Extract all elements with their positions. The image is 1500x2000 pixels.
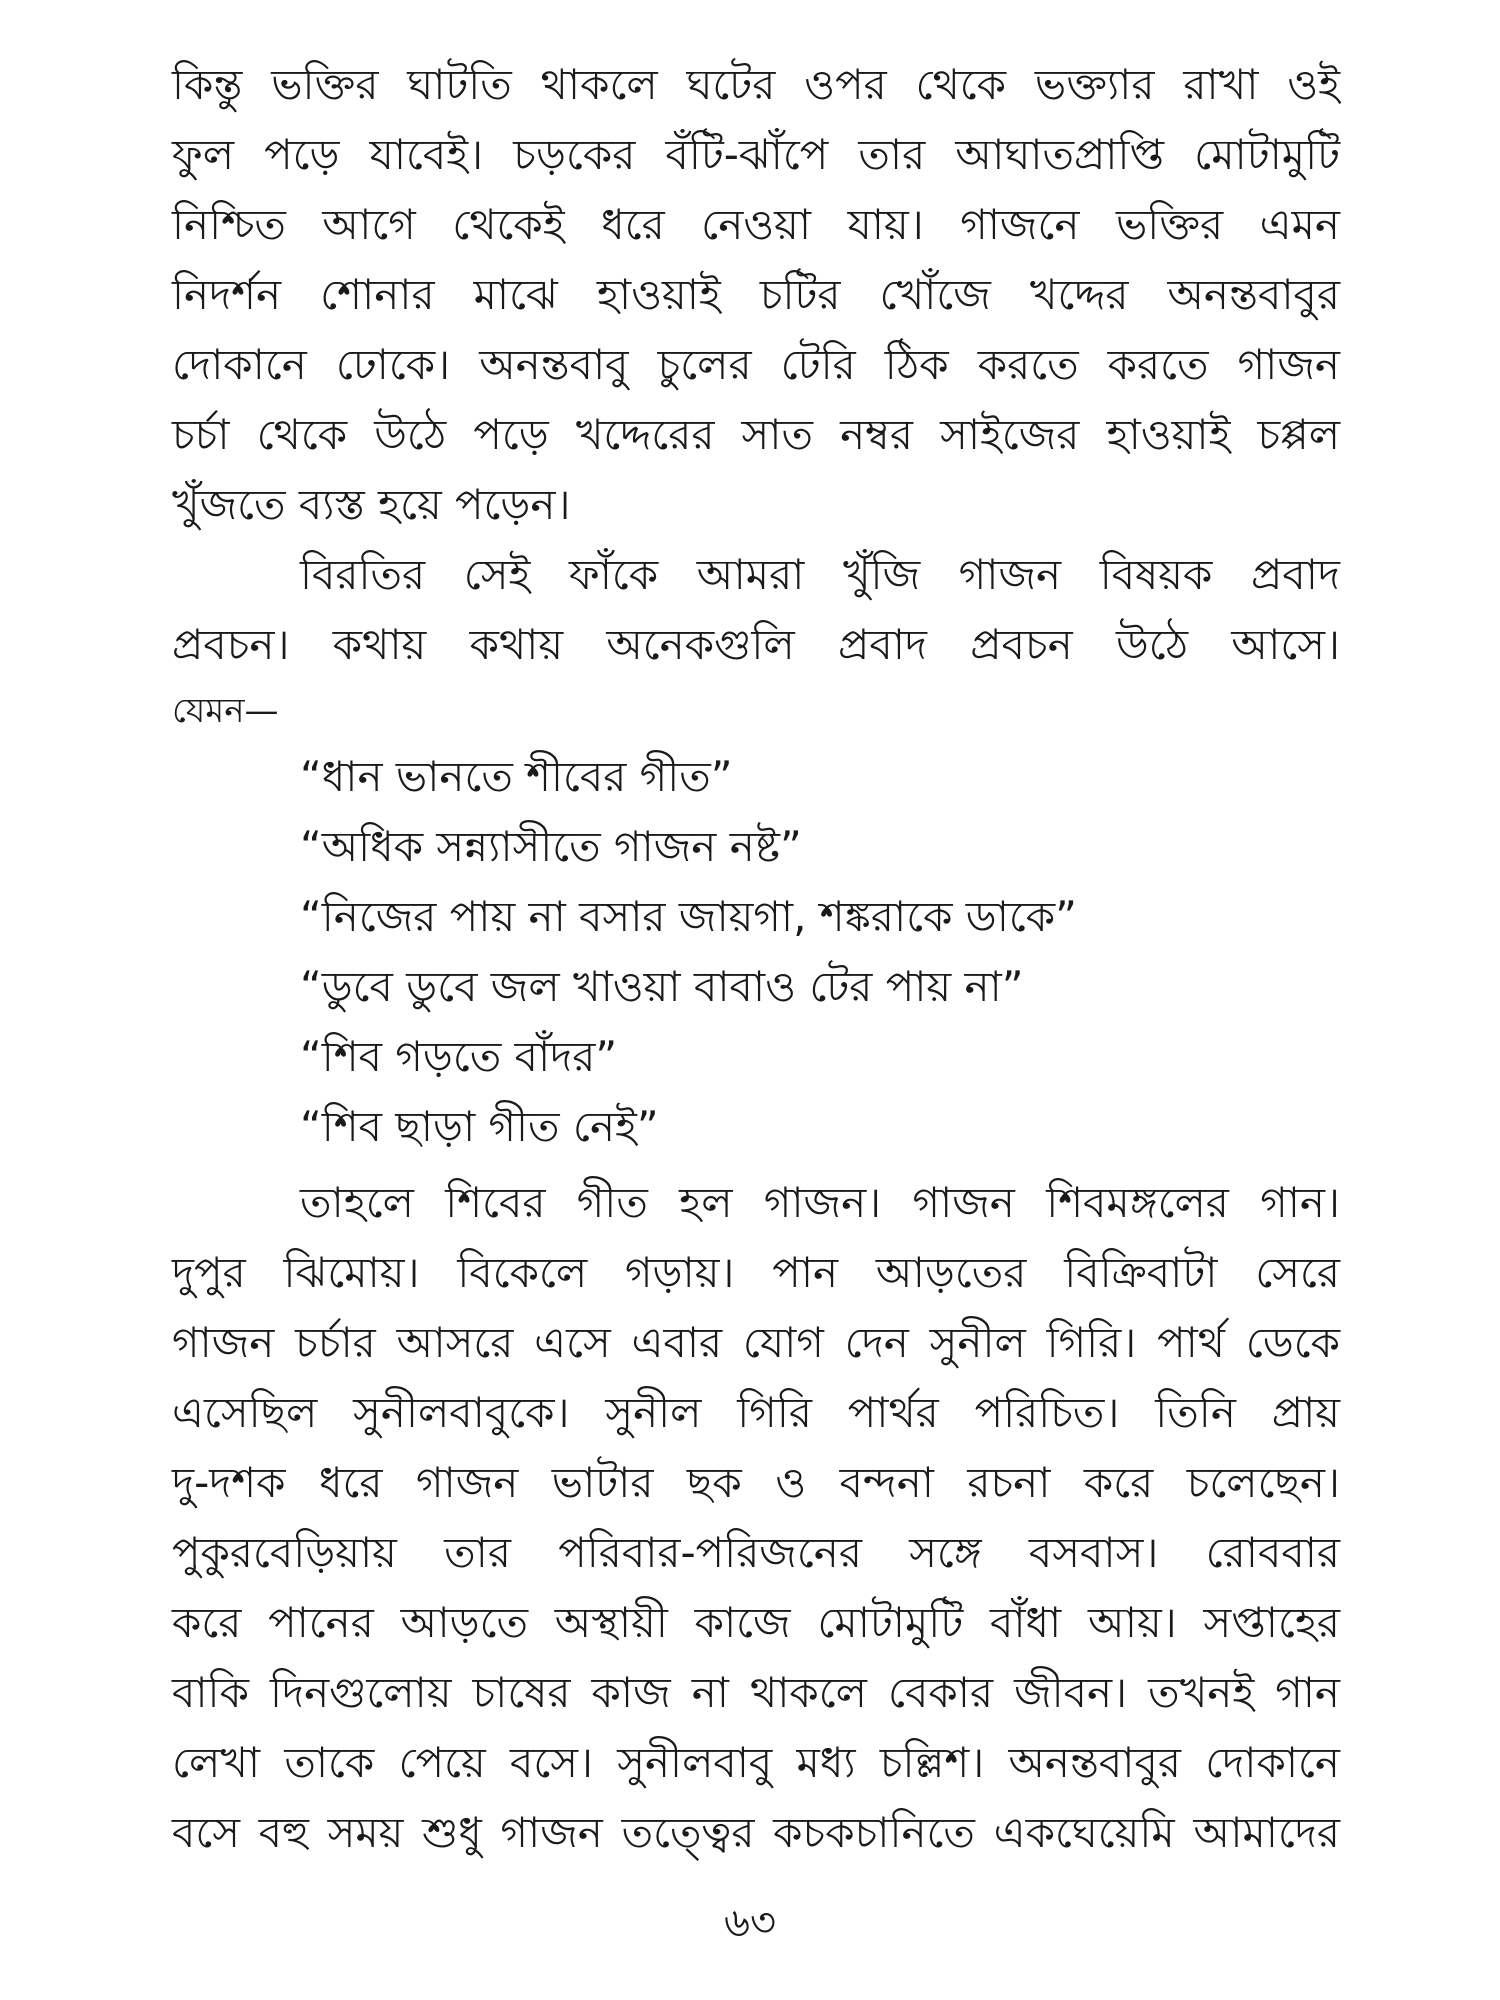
paragraph-line: দোকানে ঢোকে। অনন্তবাবু চুলের টেরি ঠিক করতে করতে গাজন	[172, 340, 1340, 389]
paragraph-line: কিন্তু ভক্তির ঘাটতি থাকলে ঘটের ওপর থেকে ভক্ত্যার রাখা ওই	[172, 60, 1340, 109]
paragraph-2	[172, 610, 1340, 680]
paragraph-line: গাজন চর্চার আসরে এসে এবার যোগ দেন সুনীল গিরি। পার্থ ডেকে	[172, 1318, 1340, 1367]
paragraph-line: নিদর্শন শোনার মাঝে হাওয়াই চটির খোঁজে খদ্দের অনন্তবাবুর	[172, 270, 1340, 319]
proverb: “অধিক সন্ন্যাসীতে গাজন নষ্ট”	[300, 822, 802, 871]
paragraph-line: দু-দশক ধরে গাজন ভাটার ছক ও বন্দনা রচনা করে চলেছেন।	[172, 1458, 1340, 1507]
paragraph-line: তাহলে শিবের গীত হল গাজন। গাজন শিবমঙ্গলের গান।	[300, 1178, 1340, 1227]
paragraph-line: বাকি দিনগুলোয় চাষের কাজ না থাকলে বেকার জীবন। তখনই গান	[172, 1668, 1340, 1717]
paragraph-3	[172, 1238, 1340, 1868]
paragraph-line: বিরতির সেই ফাঁকে আমরা খুঁজি গাজন বিষয়ক প্রবাদ	[300, 550, 1340, 599]
proverb: “ডুবে ডুবে জল খাওয়া বাবাও টের পায় না”	[300, 962, 1024, 1011]
paragraph-line: যেমন—	[172, 691, 279, 731]
page-number: ৬৩	[723, 1900, 776, 1946]
proverb: “শিব ছাড়া গীত নেই”	[300, 1102, 659, 1151]
paragraph-line: দুপুর ঝিমোয়। বিকেলে গড়ায়। পান আড়তের বিক্রিবাটা সেরে	[172, 1248, 1340, 1297]
paragraph-line: করে পানের আড়তে অস্থায়ী কাজে মোটামুটি বাঁধা আয়। সপ্তাহের	[172, 1598, 1340, 1647]
paragraph-line: লেখা তাকে পেয়ে বসে। সুনীলবাবু মধ্য চল্লিশ। অনন্তবাবুর দোকানে	[172, 1738, 1340, 1787]
paragraph-line: বসে বহু সময় শুধু গাজন তত্ত্বের কচকচানিতে একঘেয়েমি আমাদের	[172, 1808, 1340, 1857]
paragraph-2-first-line-wrap	[172, 540, 1340, 610]
paragraph-line: চর্চা থেকে উঠে পড়ে খদ্দেরের সাত নম্বর সাইজের হাওয়াই চপ্পল	[172, 410, 1341, 459]
proverb: “শিব গড়তে বাঁদর”	[300, 1032, 618, 1081]
paragraph-line: এসেছিল সুনীলবাবুকে। সুনীল গিরি পার্থর পরিচিত। তিনি প্রায়	[172, 1388, 1340, 1437]
paragraph-1	[172, 50, 1340, 470]
paragraph-line: খুঁজতে ব্যস্ত হয়ে পড়েন।	[172, 480, 571, 529]
paragraph-line: প্রবচন। কথায় কথায় অনেকগুলি প্রবাদ প্রবচন উঠে আসে।	[172, 620, 1340, 669]
proverb: “ধান ভানতে শীবের গীত”	[300, 752, 733, 801]
paragraph-line: নিশ্চিত আগে থেকেই ধরে নেওয়া যায়। গাজনে ভক্তির এমন	[172, 200, 1340, 249]
proverb: “নিজের পায় না বসার জায়গা, শঙ্করাকে ডাকে”	[300, 892, 1077, 941]
paragraph-3-first-line-wrap	[172, 1168, 1340, 1238]
paragraph-line: পুকুরবেড়িয়ায় তার পরিবার-পরিজনের সঙ্গে বসবাস। রোববার	[172, 1528, 1340, 1577]
paragraph-line: ফুল পড়ে যাবেই। চড়কের বঁটি-ঝাঁপে তার আঘাতপ্রাপ্তি মোটামুটি	[172, 130, 1340, 179]
